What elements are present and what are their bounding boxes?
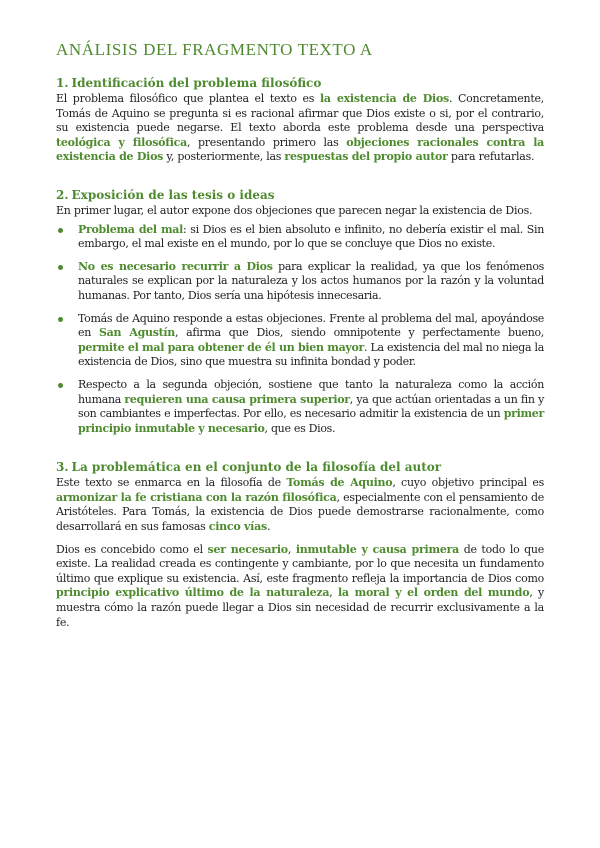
text-run: : si Dios es el bien absoluto e infinito, no debería existir el mal. Sin embargo, el mal existe en el mundo, por lo que se concluye que Dios no existe. xyxy=(78,222,544,251)
paragraph xyxy=(56,204,544,219)
text-run: , cuyo objetivo principal es xyxy=(392,476,544,490)
text-run: , y muestra cómo la razón puede llegar a Dios sin necesidad de recurrir exclusivamente a la fe. xyxy=(56,586,544,629)
bullet-icon xyxy=(58,228,63,233)
section-number: 3. xyxy=(56,460,69,475)
list-item-text xyxy=(78,260,544,304)
highlighted-term: objeciones racionales contra la existencia de Dios xyxy=(56,135,545,164)
highlighted-term: primer principio inmutable y necesario xyxy=(78,407,544,435)
text-run: , presentando primero las xyxy=(186,135,347,149)
list-item-text xyxy=(78,312,544,370)
list-item-text xyxy=(78,223,544,252)
section-title: Exposición de las tesis o ideas xyxy=(71,187,275,202)
paragraph-gap xyxy=(56,535,544,543)
text-run: , que es Dios. xyxy=(264,421,336,435)
list-item xyxy=(56,260,544,304)
section-heading xyxy=(56,76,544,90)
paragraph xyxy=(56,92,544,165)
text-run: Este texto se enmarca en la filosofía de xyxy=(56,476,287,490)
highlighted-term: armonizar la fe cristiana con la razón filosófica xyxy=(56,490,337,504)
section-identification xyxy=(56,76,544,165)
bullet-icon xyxy=(58,383,63,388)
paragraph xyxy=(56,476,544,534)
list-item xyxy=(56,312,544,370)
bullet-icon xyxy=(58,265,63,270)
highlighted-term: Problema del mal xyxy=(78,222,184,236)
list-item xyxy=(56,378,544,436)
section-number: 2. xyxy=(56,187,69,202)
text-run: Tomás de Aquino responde a estas objeciones. Frente al problema del mal, apoyándose en xyxy=(78,311,544,340)
section-heading xyxy=(56,188,544,202)
text-run: de todo lo que existe. La realidad creada es contingente y cambiante, por lo que necesita un fundamento último que explique su existencia. Así, este fragmento refleja la importancia de Dios como xyxy=(56,542,545,585)
text-run: Dios es concebido como el xyxy=(56,542,208,556)
text-run: , xyxy=(329,586,338,600)
highlighted-term: cinco vías xyxy=(208,520,267,534)
highlighted-term: teológica y filosófica xyxy=(56,135,187,149)
highlighted-term: Tomás de Aquino xyxy=(286,476,393,490)
section-title: La problemática en el conjunto de la filosofía del autor xyxy=(71,460,442,475)
highlighted-term: la existencia de Dios xyxy=(319,92,449,105)
bullet-icon xyxy=(58,317,63,322)
bullet-list xyxy=(56,223,544,437)
highlighted-term: No es necesario recurrir a Dios xyxy=(78,259,273,273)
highlighted-term: principio explicativo último de la naturaleza xyxy=(56,586,330,600)
text-run: Respecto a la segunda objeción, sostiene que tanto la naturaleza como la acción humana xyxy=(78,377,544,406)
highlighted-term: requieren una causa primera superior xyxy=(124,392,350,406)
text-run: para explicar la realidad, ya que los fenómenos naturales se explican por la naturaleza y los actos humanos por la razón y la voluntad humanas. Por tanto, Dios sería una hipótesis innecesaria. xyxy=(78,259,544,302)
section-heading xyxy=(56,460,544,474)
highlighted-term: la moral y el orden del mundo xyxy=(337,586,530,600)
document-title: ANÁLISIS DEL FRAGMENTO TEXTO A xyxy=(56,40,373,59)
text-run: El problema filosófico que plantea el texto es xyxy=(56,92,320,105)
text-run: , ya que actúan orientadas a un fin y son cambiantes e imperfectas. Por ello, es necesario admitir la existencia de un xyxy=(78,392,545,421)
text-run: En primer lugar, el autor expone dos objeciones que parecen negar la existencia de Dios. xyxy=(56,203,533,217)
paragraph xyxy=(56,543,544,631)
list-item xyxy=(56,223,544,252)
text-run: para refutarlas. xyxy=(447,150,535,164)
text-run: y, posteriormente, las xyxy=(163,150,285,164)
text-run: , xyxy=(287,542,296,556)
highlighted-term: respuestas del propio autor xyxy=(284,150,448,164)
text-run: . xyxy=(266,520,271,534)
text-run: , especialmente con el pensamiento de Aristóteles. Para Tomás, la existencia de Dios puede demostrarse racionalmente, como desarrollará en sus famosas xyxy=(56,490,544,534)
text-run: . La existencia del mal no niega la existencia de Dios, sino que muestra su infinita bondad y poder. xyxy=(78,340,544,369)
section-problematic xyxy=(56,460,544,630)
list-item-text xyxy=(78,378,544,436)
highlighted-term: inmutable y causa primera xyxy=(295,542,460,556)
highlighted-term: ser necesario xyxy=(207,542,288,556)
section-number: 1. xyxy=(56,76,69,90)
text-run: , afirma que Dios, siendo omnipotente y perfectamente bueno, xyxy=(175,326,544,340)
section-title: Identificación del problema filosófico xyxy=(71,76,322,90)
text-run: . Concretamente, Tomás de Aquino se pregunta si es racional afirmar que Dios existe o si, por el contrario, su existencia puede negarse. El texto aborda este problema desde una perspectiva xyxy=(56,92,544,135)
highlighted-term: San Agustín xyxy=(98,326,176,340)
section-exposition xyxy=(56,188,544,436)
highlighted-term: permite el mal para obtener de él un bien mayor xyxy=(78,340,365,354)
